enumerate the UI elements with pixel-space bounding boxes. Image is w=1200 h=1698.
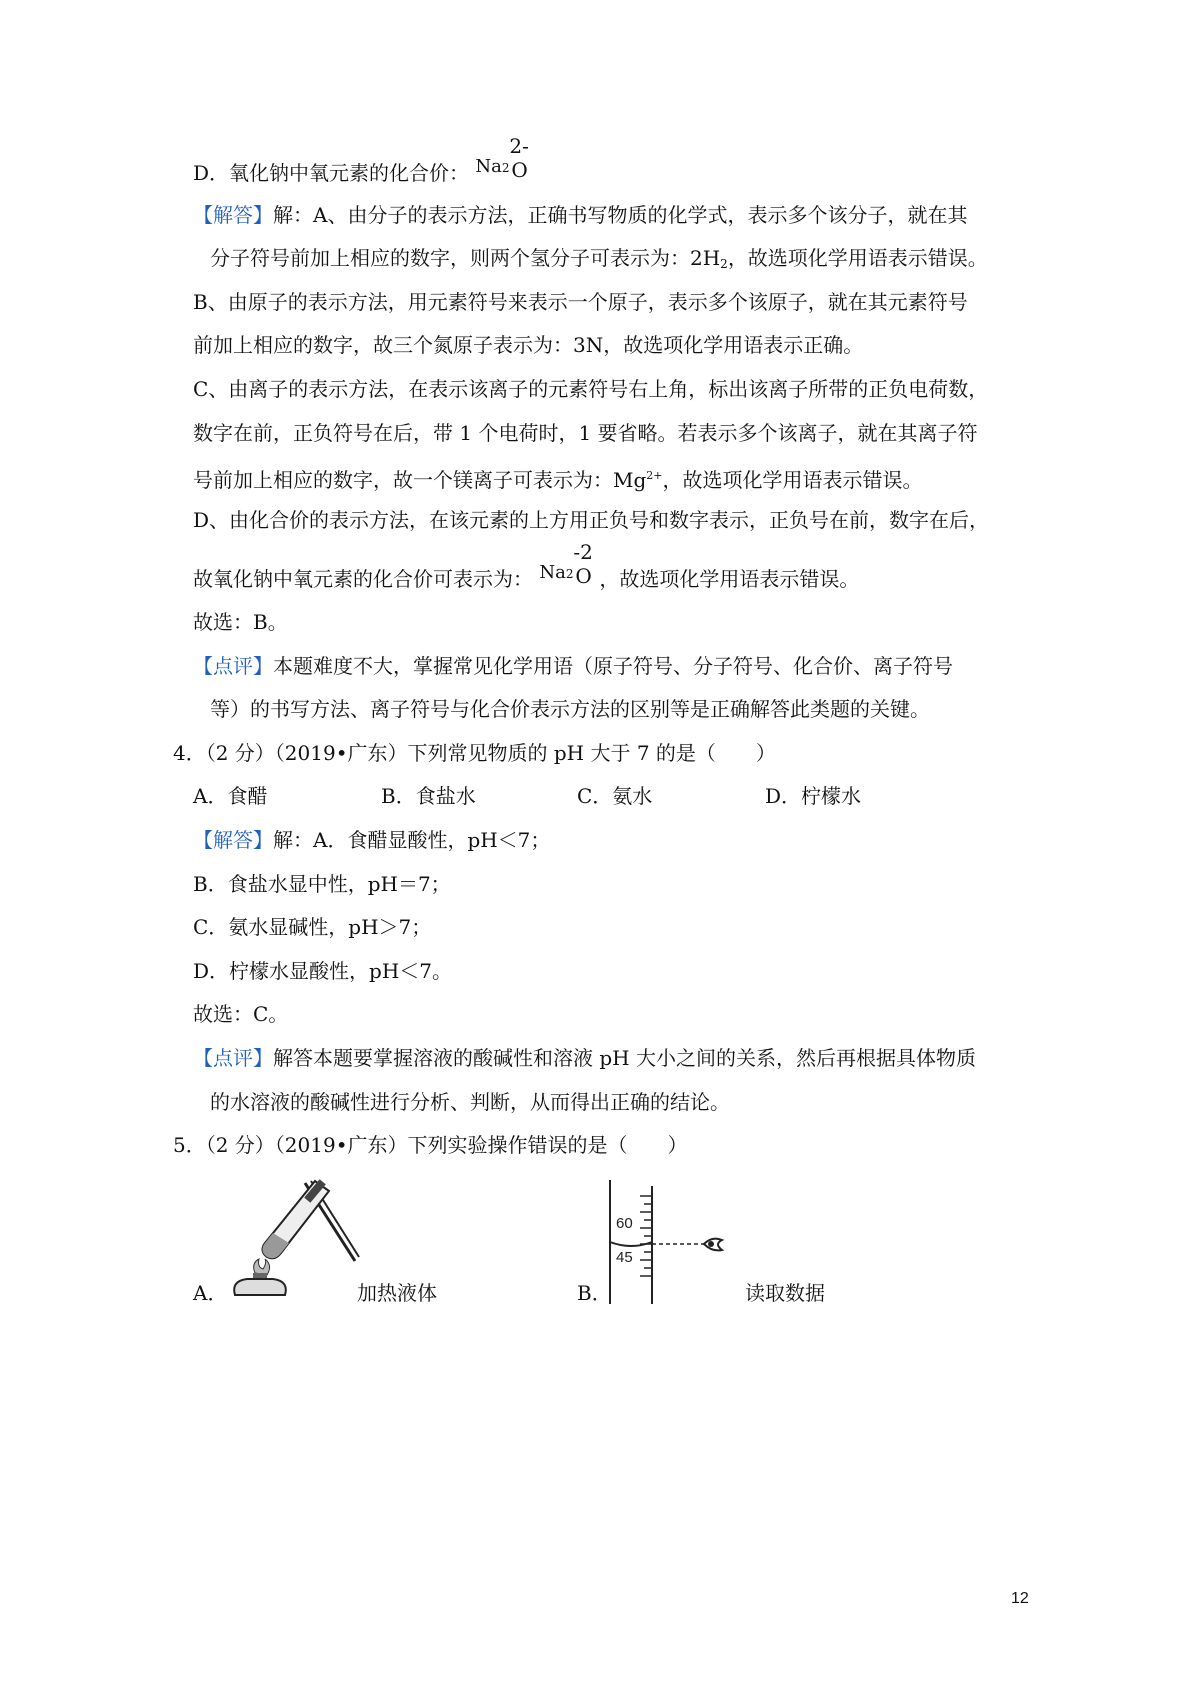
- q4-comment-line-2: 的水溶液的酸碱性进行分析、判断，从而得出正确的结论。: [210, 1090, 730, 1114]
- comment-tag: 【点评】: [193, 654, 273, 678]
- q5-option-a-label: 加热液体: [357, 1281, 437, 1305]
- tick-label-45: 45: [616, 1249, 633, 1266]
- tick-label-60: 60: [616, 1215, 633, 1232]
- answer-tag: 【解答】: [193, 828, 273, 852]
- q4-comment-line-1: 【点评】解答本题要掌握溶液的酸碱性和溶液 pH 大小之间的关系，然后再根据具体物质: [193, 1046, 976, 1070]
- q4-choice: 故选：C。: [193, 1002, 289, 1026]
- q4-option-a: A．食醋: [193, 784, 268, 808]
- q4-option-b: B．食盐水: [381, 784, 476, 808]
- q5-stem: 5．（2 分）（2019•广东）下列实验操作错误的是（ ）: [173, 1133, 688, 1157]
- q5-option-a-letter: A．: [193, 1281, 228, 1305]
- q3-choice: 故选：B。: [193, 610, 288, 634]
- q3-answer-line-1: 【解答】解：A、由分子的表示方法，正确书写物质的化学式，表示多个该分子，就在其: [193, 203, 968, 227]
- q3-c-line-2: 数字在前，正负符号在后，带 1 个电荷时，1 要省略。若表示多个该离子，就在其离子符: [193, 421, 978, 445]
- q4-answer-line-1: 【解答】解：A．食醋显酸性，pH＜7；: [193, 828, 551, 852]
- liquid-meniscus: [610, 1242, 652, 1246]
- flame-icon: [254, 1259, 270, 1275]
- q4-answer-line-3: C．氨水显碱性，pH＞7；: [193, 915, 432, 939]
- q4-option-d: D．柠檬水: [765, 784, 862, 808]
- comment-tag: 【点评】: [193, 1046, 273, 1070]
- answer-tag: 【解答】: [193, 203, 273, 227]
- q4-option-c: C．氨水: [577, 784, 653, 808]
- measuring-cylinder-illustration: [600, 1178, 730, 1306]
- q4-answer-line-2: B．食盐水显中性，pH＝7；: [193, 872, 451, 896]
- sodium-oxide-valence-formula: Na2 -2 O: [539, 540, 593, 588]
- alcohol-lamp: [234, 1279, 286, 1295]
- page-number: 12: [1011, 1590, 1029, 1607]
- q3-b-line-2: 前加上相应的数字，故三个氮原子表示为：3N，故选项化学用语表示正确。: [193, 333, 864, 357]
- q3-c-line-3: 号前加上相应的数字，故一个镁离子可表示为：$Mg^{2+}$，故选项化学用语表示错误。: [193, 468, 923, 492]
- q5-option-b-letter: B．: [577, 1281, 612, 1305]
- sodium-oxide-formula: Na2 2- O: [475, 134, 529, 182]
- q3-b-line-1: B、由原子的表示方法，用元素符号来表示一个原子，表示多个该原子，就在其元素符号: [193, 290, 968, 314]
- q3-comment-line-1: 【点评】本题难度不大，掌握常见化学用语（原子符号、分子符号、化合价、离子符号: [193, 654, 953, 678]
- q4-answer-line-4: D．柠檬水显酸性，pH＜7。: [193, 959, 453, 983]
- heating-liquid-illustration: [215, 1173, 365, 1303]
- q4-stem: 4．（2 分）（2019•广东）下列常见物质的 pH 大于 7 的是（ ）: [173, 741, 776, 765]
- q3-d-line-2: 故氧化钠中氧元素的化合价可表示为： Na2 -2 O ，故选项化学用语表示错误。: [193, 540, 860, 591]
- option-d-line: D．氧化钠中氧元素的化合价： Na2 2- O: [193, 156, 535, 185]
- q3-comment-line-2: 等）的书写方法、离子符号与化合价表示方法的区别等是正确解答此类题的关键。: [210, 697, 930, 721]
- cylinder-ticks: [640, 1196, 652, 1276]
- q3-d-line-1: D、由化合价的表示方法，在该元素的上方用正负号和数字表示，正负号在前，数字在后，: [193, 508, 990, 532]
- q3-c-line-1: C、由离子的表示方法，在表示该离子的元素符号右上角，标出该离子所带的正负电荷数，: [193, 377, 989, 401]
- q5-option-b-label: 读取数据: [745, 1281, 825, 1305]
- q3-answer-line-2: 分子符号前加上相应的数字，则两个氢分子可表示为：2H2，故选项化学用语表示错误。: [210, 246, 988, 271]
